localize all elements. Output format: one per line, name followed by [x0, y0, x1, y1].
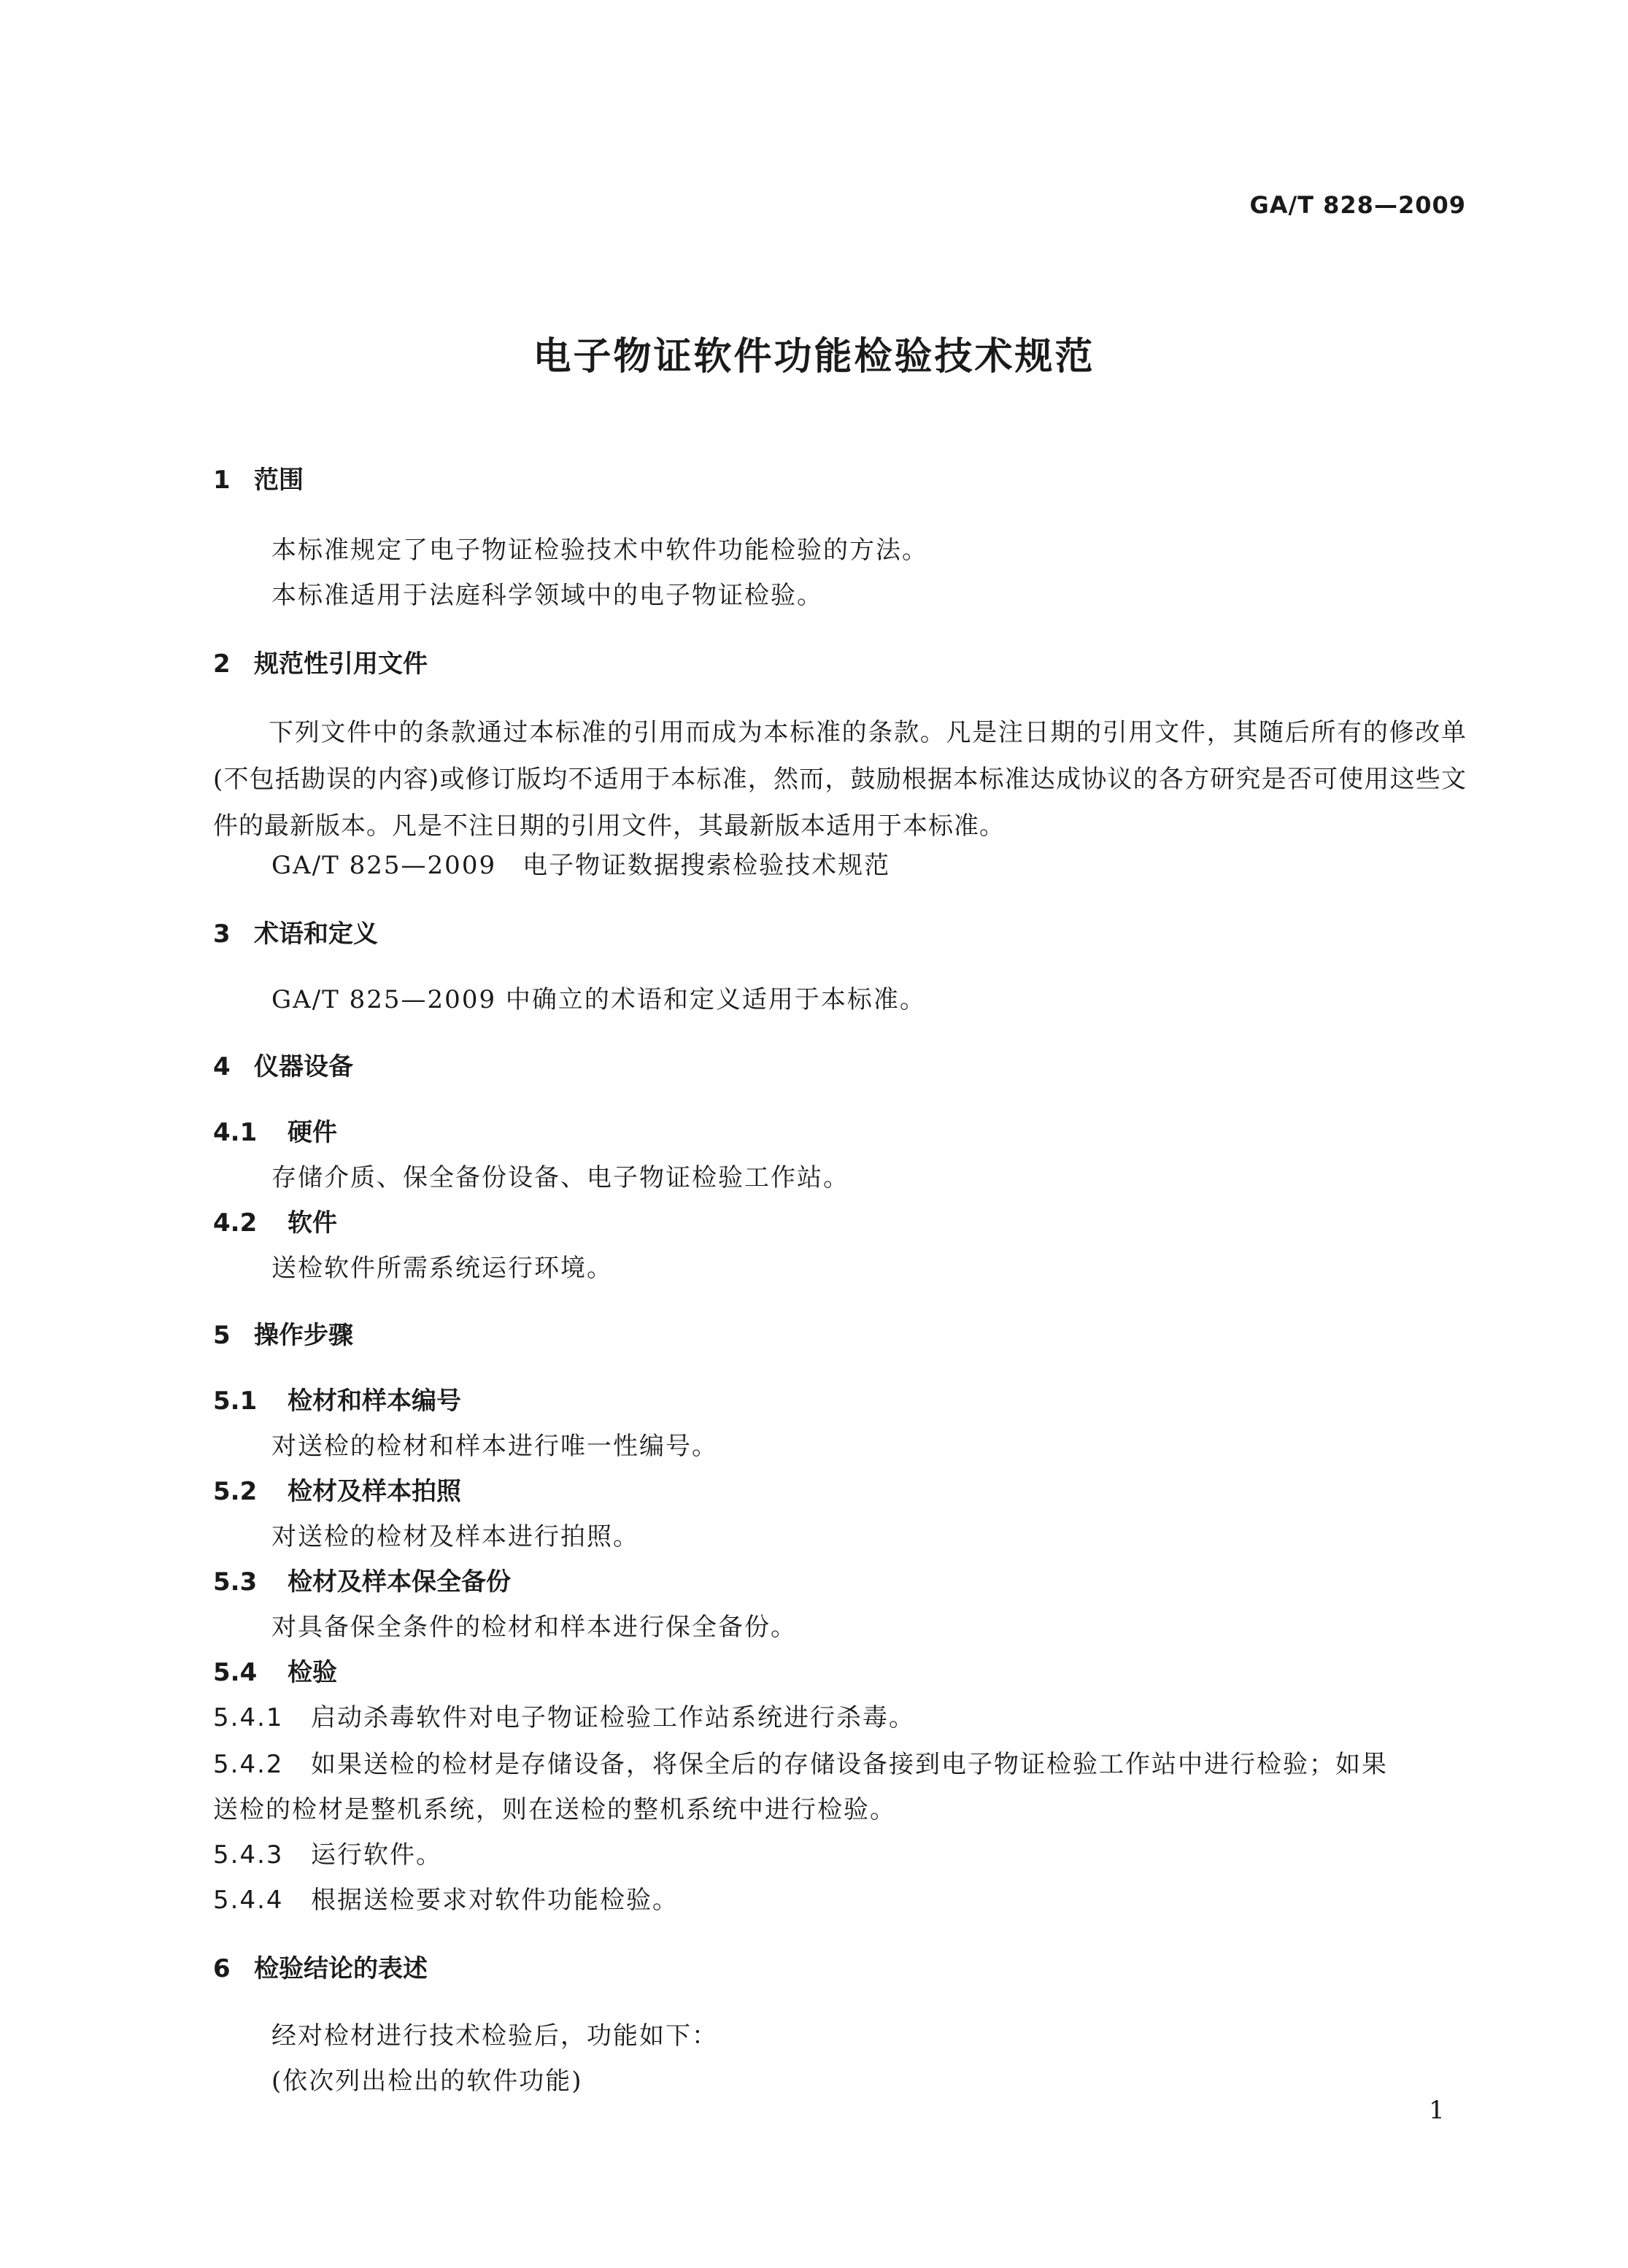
paragraph: 本标准规定了电子物证检验技术中软件功能检验的方法。	[271, 536, 928, 565]
subsection-number: 5.4	[213, 1658, 258, 1687]
clause-text: 启动杀毒软件对电子物证检验工作站系统进行杀毒。	[311, 1703, 915, 1732]
paragraph: 对送检的检材和样本进行唯一性编号。	[271, 1432, 718, 1461]
clause-5-4-1	[213, 1702, 915, 1734]
section-6-heading	[213, 1953, 428, 1985]
subsection-5-2-heading	[213, 1476, 461, 1508]
clause-5-4-4	[213, 1884, 679, 1916]
subsection-number: 5.3	[213, 1567, 258, 1597]
subsection-5-1-heading	[213, 1385, 461, 1417]
paragraph: 下列文件中的条款通过本标准的引用而成为本标准的条款。凡是注日期的引用文件，其随后所有的修改单(不包括勘误的内容)或修订版均不适用于本标准，然而，鼓励根据本标准达成协议的各方研究是否可使用这些文件的最新版本。凡是不注日期的引用文件，其最新版本适用于本标准。	[213, 718, 1467, 841]
section-5-heading	[213, 1319, 353, 1351]
subsection-5-4-heading	[213, 1656, 337, 1689]
subsection-title: 硬件	[288, 1118, 337, 1147]
paragraph: 送检软件所需系统运行环境。	[271, 1254, 613, 1283]
section-title: 规范性引用文件	[254, 649, 428, 679]
paragraph: 对具备保全条件的检材和样本进行保全备份。	[271, 1613, 797, 1642]
paragraph: (依次列出检出的软件功能)	[271, 2067, 583, 2096]
section-title: 术语和定义	[254, 919, 378, 949]
page-number: 1	[1429, 2096, 1445, 2125]
clause-number: 5.4.4	[213, 1886, 284, 1915]
subsection-title: 检材及样本拍照	[288, 1477, 461, 1506]
clause-number: 5.4.2	[213, 1750, 284, 1779]
clause-text: 根据送检要求对软件功能检验。	[311, 1886, 679, 1915]
section-number: 5	[213, 1321, 231, 1350]
section-title: 检验结论的表述	[254, 1954, 428, 1983]
paragraph: 存储介质、保全备份设备、电子物证检验工作站。	[271, 1163, 849, 1192]
document-title: 电子物证软件功能检验技术规范	[533, 335, 1095, 379]
paragraph: 经对检材进行技术检验后，功能如下：	[271, 2021, 718, 2051]
subsection-4-2-heading	[213, 1207, 337, 1239]
section-number: 3	[213, 919, 231, 949]
clause-number: 5.4.3	[213, 1840, 284, 1870]
subsection-title: 检验	[288, 1658, 337, 1687]
clause-text: 运行软件。	[311, 1840, 442, 1870]
section-1-heading	[213, 464, 304, 496]
section-2-heading	[213, 648, 428, 680]
section-title: 范围	[254, 466, 304, 495]
section-number: 6	[213, 1954, 231, 1983]
subsection-number: 4.1	[213, 1118, 258, 1147]
subsection-title: 检材和样本编号	[288, 1386, 461, 1416]
section-title: 操作步骤	[254, 1321, 353, 1350]
subsection-5-3-heading	[213, 1566, 511, 1598]
normative-reference: GA/T 825—2009 电子物证数据搜索检验技术规范	[271, 851, 891, 880]
section-number: 1	[213, 466, 231, 495]
subsection-number: 5.1	[213, 1386, 258, 1416]
subsection-number: 4.2	[213, 1208, 258, 1238]
paragraph: 对送检的检材及样本进行拍照。	[271, 1522, 639, 1551]
clause-text: 如果送检的检材是存储设备，将保全后的存储设备接到电子物证检验工作站中进行检验；如果	[311, 1750, 1388, 1779]
clause-number: 5.4.1	[213, 1703, 284, 1732]
subsection-title: 检材及样本保全备份	[288, 1567, 511, 1597]
subsection-4-1-heading	[213, 1116, 337, 1149]
clause-5-4-2-continuation: 送检的检材是整机系统，则在送检的整机系统中进行检验。	[213, 1795, 896, 1824]
subsection-number: 5.2	[213, 1477, 258, 1506]
standard-code: GA/T 828—2009	[1249, 191, 1466, 219]
section-number: 2	[213, 649, 231, 679]
section-title: 仪器设备	[254, 1052, 353, 1081]
clause-5-4-2	[213, 1748, 1388, 1781]
subsection-title: 软件	[288, 1208, 337, 1238]
section-3-heading	[213, 918, 378, 950]
section-4-heading	[213, 1051, 353, 1083]
clause-5-4-3	[213, 1839, 442, 1871]
section-number: 4	[213, 1052, 231, 1081]
paragraph: 本标准适用于法庭科学领域中的电子物证检验。	[271, 581, 823, 610]
paragraph: GA/T 825—2009 中确立的术语和定义适用于本标准。	[271, 985, 926, 1014]
